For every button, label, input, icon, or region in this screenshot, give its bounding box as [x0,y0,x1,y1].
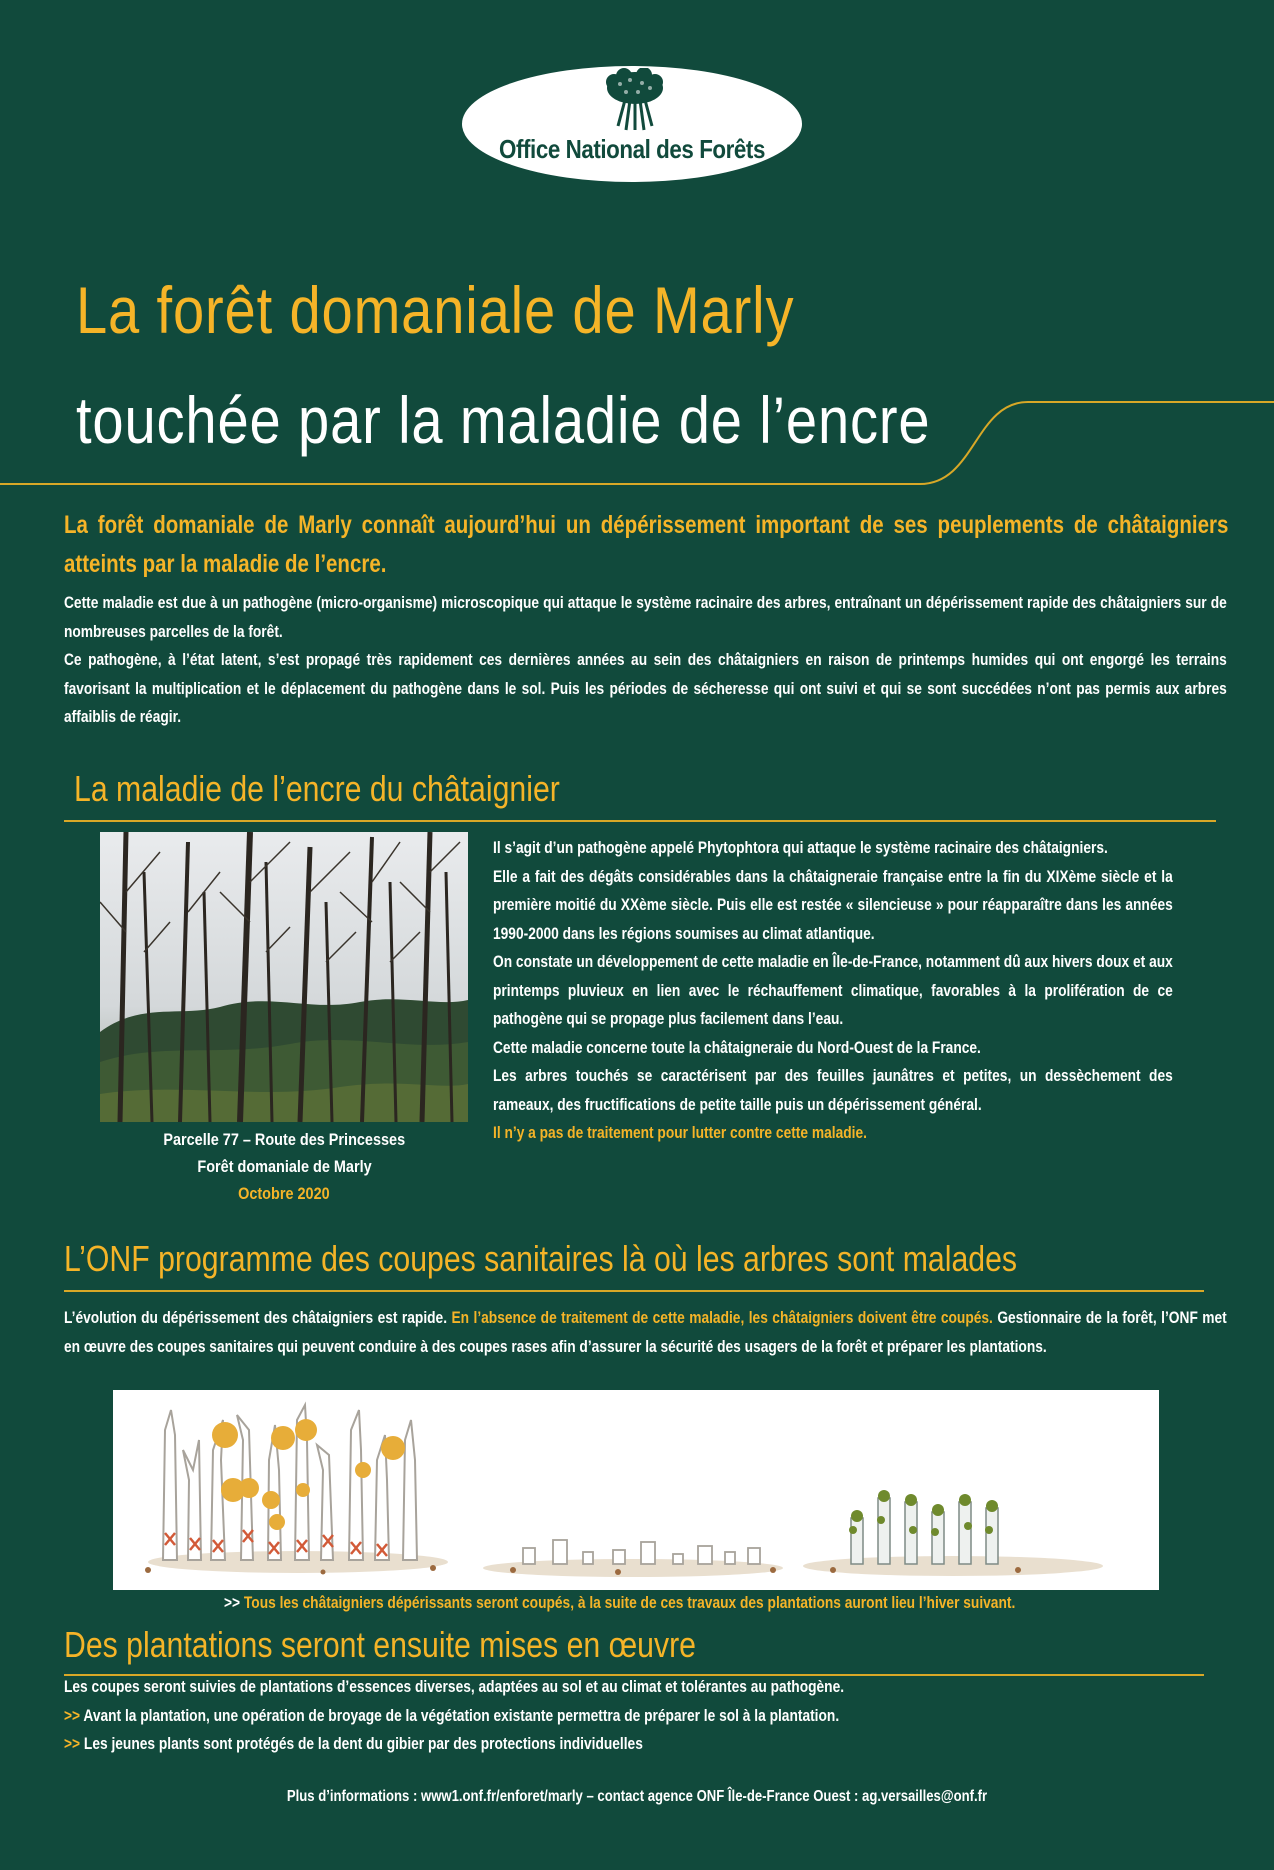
section1-paragraph-4: Cette maladie concerne toute la châtaigneraie du Nord-Ouest de la France. [493,1037,981,1057]
caption-location: Parcelle 77 – Route des Princesses [163,1130,405,1149]
tree-icon [600,68,670,132]
caption-date: Octobre 2020 [238,1184,330,1203]
list-item [64,1702,1227,1731]
section2-heading: L’ONF programme des coupes sanitaires là où les arbres sont malades [64,1238,1018,1279]
intro-lead: La forêt domaniale de Marly connaît aujourd’hui un dépérissement important de ses peuplements de châtaigniers atteints par la maladie de l’encre. [64,511,1229,578]
page-title-line1: La forêt domaniale de Marly [76,273,795,347]
section1-paragraph-5: Les arbres touchés se caractérisent par des feuilles jaunâtres et petites, un dessèchement des rameaux, des fructifications de petite taille puis un dépérissement général. [493,1066,1173,1114]
section1-paragraph-1: Il s’agit d’un pathogène appelé Phytophtora qui attaque le système racinaire des châtaigniers. [493,838,1108,857]
bullet-arrow: >> [64,1705,81,1725]
section3-list [64,1673,1227,1759]
section3-heading: Des plantations seront ensuite mises en œuvre [64,1624,696,1665]
intro-body [64,589,1227,732]
intro-paragraph-2: Ce pathogène, à l’état latent, s’est propagé très rapidement ces dernières années au sein des châtaigniers en raison de printemps humides qui ont engorgé les terrains favorisant la multiplication et le déplacement du pathogène dans le sol. Puis les périodes de sécheresse qui ont suivi et qui se sont succédées n’ont pas permis aux arbres affaiblis de réagir. [64,650,1227,726]
section2-text-a: L’évolution du dépérissement des châtaigniers est rapide. [64,1308,452,1327]
section1-paragraph-3: On constate un développement de cette maladie en Île-de-France, notamment dû aux hivers doux et aux printemps pluvieux en lien avec le réchauffement climatique, favorables à la prolifération de ce pathogène qui se propage plus facilement dans l’eau. [493,952,1173,1028]
list-item [64,1730,1227,1759]
title-underline [0,398,1274,498]
section1-heading: La maladie de l’encre du châtaignier [74,768,560,809]
logo-text: Office National des Forêts [499,134,765,164]
felling-illustration [113,1390,1159,1590]
section3-line-3: Les jeunes plants sont protégés de la dent du gibier par des protections individuelles [83,1734,643,1753]
illustration-caption [224,1593,1015,1613]
panel-sick-trees [145,1405,448,1575]
panel-plantations [803,1490,1103,1576]
section2-body [64,1304,1227,1361]
section2-text-c: Gestionnaire de la forêt, l’ONF met en œuvre des coupes sanitaires qui peuvent conduire à des coupes rases afin d’assurer la sécurité des usagers de la forêt et préparer les plantations. [64,1308,1227,1356]
caption-text: Tous les châtaigniers dépérissants seront coupés, à la suite de ces travaux des plantations auront lieu l’hiver suivant. [243,1593,1016,1612]
bullet-arrow: >> [64,1734,81,1753]
section3-line-1: Les coupes seront suivies de plantations d’essences diverses, adaptées au sol et au climat et tolérantes au pathogène. [64,1677,845,1696]
section3-line-2: Avant la plantation, une opération de broyage de la végétation existante permettra de préparer le sol à la plantation. [83,1705,840,1725]
section2-highlight: En l’absence de traitement de cette maladie, les châtaigniers doivent être coupés. [451,1308,993,1327]
intro-paragraph-1: Cette maladie est due à un pathogène (micro-organisme) microscopique qui attaque le système racinaire des arbres, entraînant un dépérissement rapide des châtaigniers sur de nombreuses parcelles de la forêt. [64,593,1227,641]
caption-arrow: >> [224,1593,241,1612]
caption-forest: Forêt domaniale de Marly [196,1157,372,1176]
section1-paragraph-2: Elle a fait des dégâts considérables dans la châtaigneraie française entre la fin du XIXème siècle et la première moitié du XXème siècle. Puis elle est restée « silencieuse » pour réapparaître dans les années 1990-2000 dans les régions soumises au climat atlantique. [493,866,1173,943]
photo-caption [100,1126,468,1207]
onf-logo [462,66,802,182]
section2-rule [64,1290,1204,1292]
footer [0,1788,1274,1806]
section1-highlight: Il n’y a pas de traitement pour lutter contre cette maladie. [493,1123,867,1142]
section1-rule [64,820,1216,822]
page-title-line2: touchée par la maladie de l’encre [76,383,931,457]
panel-stumps [483,1540,783,1577]
footer-text: Plus d’informations : www1.onf.fr/enforet/marly – contact agence ONF Île-de-France Ouest : ag.versailles@onf.fr [286,1788,988,1805]
section1-body [493,834,1173,1148]
forest-photo [100,832,468,1122]
